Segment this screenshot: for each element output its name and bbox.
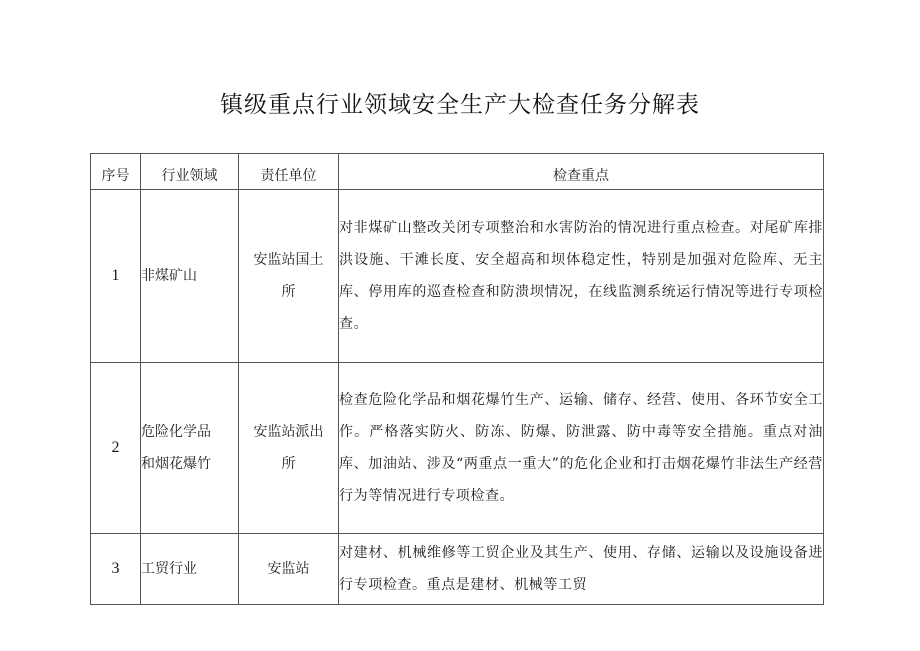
row-field: [141, 363, 239, 534]
row-focus: 对非煤矿山整改关闭专项整治和水害防治的情况进行重点检查。对尾矿库排洪设施、干滩长度、安全超高和坝体稳定性，特别是加强对危险库、无主库、停用库的巡查检查和防溃坝情况，在线监测系统运行情况等进行专项检查。: [339, 190, 824, 363]
header-focus: 检查重点: [339, 154, 824, 190]
row-unit: [239, 190, 339, 363]
row-field: [141, 190, 239, 363]
page-title: 镇级重点行业领域安全生产大检查任务分解表: [220, 92, 700, 118]
table-row: [91, 363, 824, 534]
row-unit-line: 安监站国土: [253, 252, 324, 268]
row-no: 1: [91, 190, 141, 363]
row-unit: [239, 534, 339, 605]
row-unit-line: 安监站: [267, 561, 310, 577]
row-field-line: 危险化学品: [141, 424, 211, 440]
row-unit: [239, 363, 339, 534]
row-field-line: 工贸行业: [141, 561, 197, 577]
task-table: [90, 153, 824, 605]
row-unit-line: 安监站派出: [253, 424, 324, 440]
row-focus: 检查危险化学品和烟花爆竹生产、运输、储存、经营、使用、各环节安全工作。严格落实防火、防冻、防爆、防泄露、防中毒等安全措施。重点对油库、加油站、涉及“两重点一重大”的危化企业和打击烟花爆竹非法生产经营行为等情况进行专项检查。: [339, 363, 824, 534]
row-field-line: 非煤矿山: [141, 268, 197, 284]
header-unit: 责任单位: [239, 154, 339, 190]
header-field: 行业领域: [141, 154, 239, 190]
row-focus: 对建材、机械维修等工贸企业及其生产、使用、存储、运输以及设施设备进行专项检查。重点是建材、机械等工贸: [339, 534, 824, 605]
table-header-row: [91, 154, 824, 190]
row-unit-line: 所: [281, 284, 296, 300]
header-no: 序号: [91, 154, 141, 190]
row-field-line: 和烟花爆竹: [141, 456, 211, 472]
table-row: [91, 534, 824, 605]
table-row: [91, 190, 824, 363]
row-no: 3: [91, 534, 141, 605]
row-field: [141, 534, 239, 605]
row-no: 2: [91, 363, 141, 534]
row-unit-line: 所: [281, 456, 296, 472]
